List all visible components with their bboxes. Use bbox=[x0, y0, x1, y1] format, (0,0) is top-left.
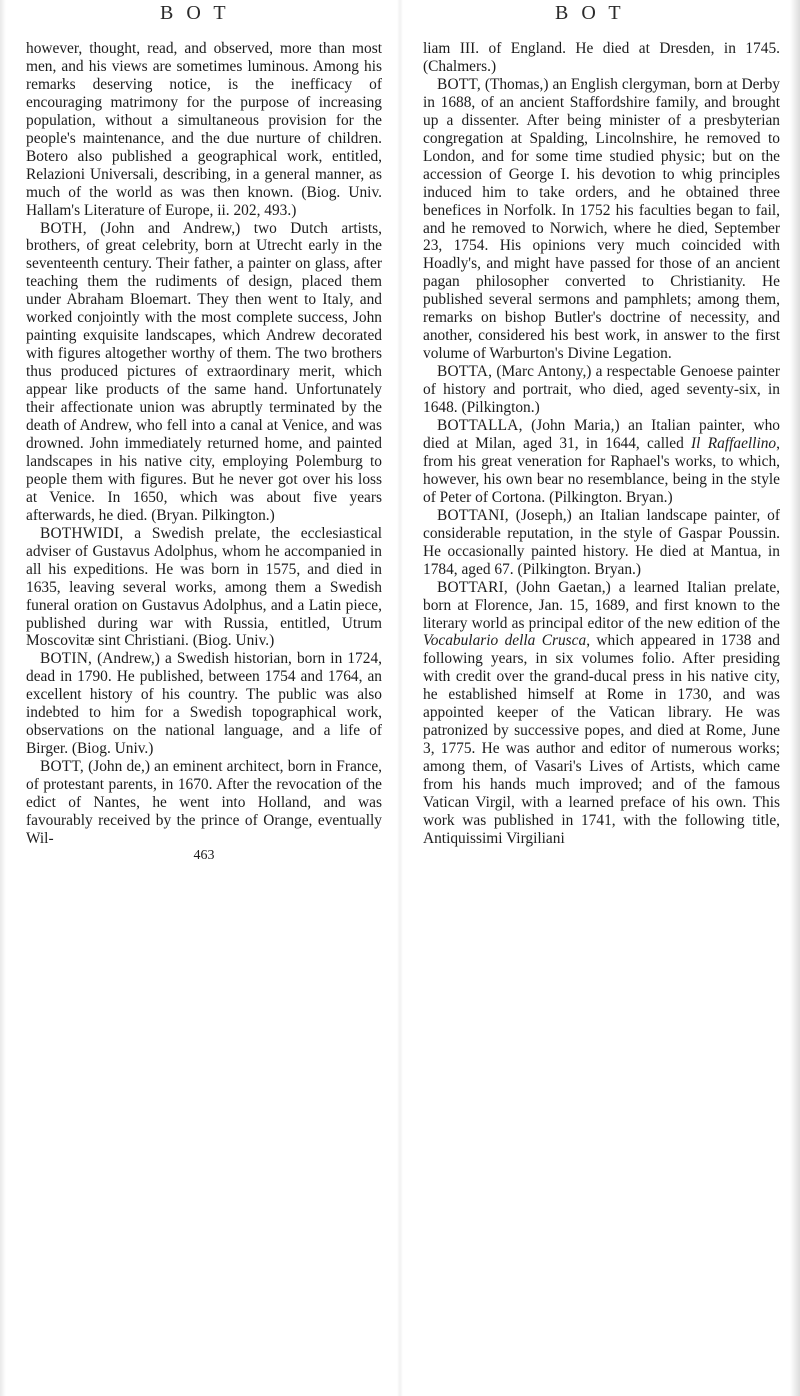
entry-bothwidi bbox=[26, 525, 382, 651]
entry-bott-thomas bbox=[423, 76, 780, 363]
entry-headword: BOTH, bbox=[40, 219, 87, 237]
entry-headword: BOTTARI, bbox=[437, 578, 508, 596]
entry-text: (Joseph,) an Italian landscape painter, of considerable reputation, in the style of Gaspar Poussin. He occasionally painted history. He died at Mantua, in 1784, aged 67. (Pilkington. Bryan.) bbox=[423, 506, 780, 578]
entry-bottalla bbox=[423, 417, 780, 507]
italic-title: Vocabulario della Crusca bbox=[423, 632, 587, 650]
left-column bbox=[26, 40, 382, 864]
entry-headword: BOTHWIDI, bbox=[40, 524, 124, 542]
entry-headword: BOTT, bbox=[437, 75, 481, 93]
page-edge-shadow-left bbox=[0, 0, 6, 1396]
entry-text: (John Maria,) an Italian painter, who died at Milan, aged 31, in 1644, called bbox=[423, 417, 780, 452]
entry-text: , which appeared in 1738 and following years, in six volumes folio. After presiding with credit over the grand-ducal press in his native city, he established himself at Rome in 1730, and was appointed keeper of the Vatican library. He was patronized by successive popes, and died at Rome, June 3, 1775. He was author and editor of numerous works; among them, of Vasari's Lives of Artists, which came from his hands much improved; and of the famous Vatican Virgil, with a learned preface of his own. This work was published in 1741, with the following title, Antiquissimi Virgiliani bbox=[423, 632, 780, 847]
page-number: 463 bbox=[193, 847, 215, 863]
entry-text: (Andrew,) a Swedish historian, born in 1724, dead in 1790. He published, between 1754 and 1764, an excellent history of his country. The public was also indebted to him for a Swedish topographical work, observations on the national language, and a life of Birger. (Biog. Univ.) bbox=[26, 650, 382, 758]
entry-botta bbox=[423, 363, 780, 417]
entry-text: (Marc Antony,) a respectable Genoese painter of history and portrait, who died, aged seventy-six, in 1648. (Pilkington.) bbox=[423, 363, 780, 417]
entry-bott-john bbox=[26, 758, 382, 848]
continuation-text: liam III. of England. He died at Dresden, in 1745. (Chalmers.) bbox=[423, 40, 780, 75]
page-edge-shadow-right bbox=[790, 0, 800, 1396]
right-column bbox=[423, 40, 780, 848]
entry-text: , from his great veneration for Raphael's works, to which, however, his own bear no resemblance, being in the style of Peter of Cortona. (Pilkington. Bryan.) bbox=[423, 434, 780, 506]
entry-text: (John and Andrew,) two Dutch artists, brothers, of great celebrity, born at Utrecht early in the seventeenth century. Their father, a painter on glass, after teaching them the rudiments of design, placed them under Abraham Bloemart. They then went to Italy, and worked conjointly with the most complete success, John painting exquisite landscapes, which Andrew decorated with figures altogether worthy of them. The two brothers thus produced pictures of extraordinary merit, which appear like products of the same hand. Unfortunately their affectionate union was abruptly terminated by the death of Andrew, who fell into a canal at Venice, and was drowned. John immediately returned home, and painted landscapes in his native city, employing Polemburg to people them with figures. But he never got over his loss at Venice. In 1650, which was about five years afterwards, he died. (Bryan. Pilkington.) bbox=[26, 219, 382, 524]
entry-headword: BOTT, bbox=[40, 758, 84, 776]
entry-botin bbox=[26, 650, 382, 758]
italic-title: Il Raffaellino bbox=[691, 434, 777, 452]
entry-text: (John de,) an eminent architect, born in France, of protestant parents, in 1670. After the revocation of the edict of Nantes, he went into Holland, and was favourably received by the prince of Orange, eventually Wil- bbox=[26, 758, 382, 847]
column-gutter bbox=[397, 0, 403, 1396]
entry-headword: BOTTANI, bbox=[437, 506, 509, 524]
running-header-left: B O T bbox=[160, 2, 230, 24]
entry-headword: BOTTALLA, bbox=[437, 417, 523, 435]
running-header-right: B O T bbox=[555, 2, 625, 24]
entry-headword: BOTIN, bbox=[40, 650, 93, 668]
entry-text: (John Gaetan,) a learned Italian prelate, born at Florence, Jan. 15, 1689, and first known to the literary world as principal editor of the new edition of the bbox=[423, 578, 780, 632]
entry-bottani bbox=[423, 507, 780, 579]
continuation-text: however, thought, read, and observed, more than most men, and his views are sometimes luminous. Among his remarks deserving notice, is the inefficacy of encouraging matrimony for the purpose of increasing population, without a simultaneous provision for the people's maintenance, and the due nurture of children. Botero also published a geographical work, entitled, Relazioni Universali, describing, in a general manner, as much of the world as was then known. (Biog. Univ. Hallam's Literature of Europe, ii. 202, 493.) bbox=[26, 40, 382, 219]
entry-bottari bbox=[423, 579, 780, 848]
entry-text: (Thomas,) an English clergyman, born at Derby in 1688, of an ancient Staffordshire family, and brought up a dissenter. After being minister of a presbyterian congregation at Spalding, Lincolnshire, he removed to London, and for some time studied physic; but on the accession of George I. his devotion to whig principles induced him to take orders, and he obtained three benefices in Norfolk. In 1752 his faculties began to fail, and he removed to Norwich, where he died, September 23, 1754. His opinions very much coincided with Hoadly's, and might have passed for those of an ancient pagan philosopher converted to Christianity. He published several sermons and pamphlets; among them, remarks on bishop Butler's doctrine of necessity, and another, considered his best work, in answer to the first volume of Warburton's Divine Legation. bbox=[423, 75, 780, 363]
entry-text: a Swedish prelate, the ecclesiastical adviser of Gustavus Adolphus, whom he accompanied in all his expeditions. He was born in 1575, and died in 1635, leaving several works, among them a Swedish funeral oration on Gustavus Adolphus, and a Latin piece, published during war with Russia, entitled, Utrum Moscovitæ sint Christiani. (Biog. Univ.) bbox=[26, 524, 382, 650]
entry-headword: BOTTA, bbox=[437, 363, 493, 381]
entry-both bbox=[26, 220, 382, 525]
